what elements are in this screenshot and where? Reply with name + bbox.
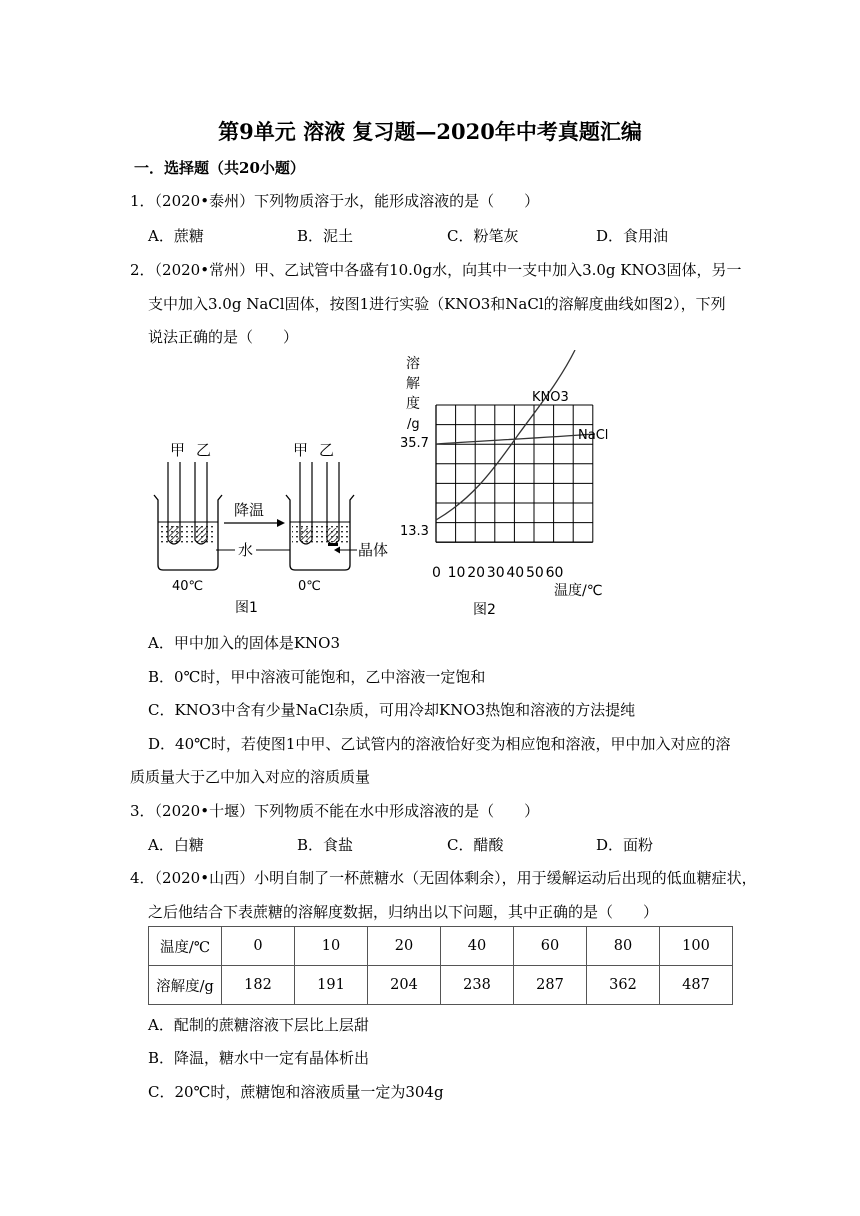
kno3-label: KNO3 [532,390,569,405]
table-cell: 80 [587,927,660,966]
x-axis-label: 温度/℃ [554,583,603,599]
table-cell: 238 [441,966,514,1005]
x-tick-label: 60 [545,565,564,581]
tube-label-jia-right: 甲 [293,441,309,459]
table-cell: 60 [514,927,587,966]
question-4-option-b: B．降温，糖水中一定有晶体析出 [148,1049,370,1067]
question-3-option-b: B．食盐 [297,836,354,854]
question-2-stem-line-1: 2．（2020•常州）甲、乙试管中各盛有10.0g水，向其中一支中加入3.0g KNO3固体，另一 [130,261,742,279]
tube-jia-right-solution [301,528,311,542]
arrow-head [277,519,285,527]
table-cell: 487 [660,966,733,1005]
question-1-stem: 1．（2020•泰州）下列物质溶于水，能形成溶液的是（ ） [130,192,540,210]
table-cell: 287 [514,966,587,1005]
tube-yi-right-solution [328,528,338,542]
question-1-option-b: B．泥土 [297,227,354,245]
table-cell: 溶解度/g [149,966,222,1005]
question-4-stem-line-1: 4．（2020•山西）小明自制了一杯蔗糖水（无固体剩余），用于缓解运动后出现的低血糖症状， [130,869,757,887]
crystal-deposit [328,543,338,546]
tube-label-yi-right: 乙 [319,441,335,459]
question-2-option-a: A．甲中加入的固体是KNO3 [148,634,341,652]
question-2-option-b: B．0℃时，甲中溶液可能饱和，乙中溶液一定饱和 [148,668,486,686]
x-tick-label: 50 [526,565,544,581]
figure-2-caption: 图2 [473,602,496,618]
table-row-solubility [149,966,733,1005]
figure-1 [154,441,388,616]
table-cell: 362 [587,966,660,1005]
table-row-temperature [149,927,733,966]
section-heading: 一．选择题（共20小题） [134,159,305,177]
tube-label-jia-left: 甲 [170,441,186,459]
table-cell: 191 [295,966,368,1005]
question-2-stem-line-2: 支中加入3.0g NaCl固体，按图1进行实验（KNO3和NaCl的溶解度曲线如图2），下列 [148,295,726,313]
x-tick-label: 30 [486,565,505,581]
arrow-label: 降温 [234,501,265,519]
y-axis-char-3: 度 [406,396,420,412]
figure-1-caption: 图1 [235,600,258,616]
y-axis-char-4: /g [407,417,420,432]
chart-grid [436,405,593,542]
tube-jia-left-solution [169,526,179,542]
table-cell: 20 [368,927,441,966]
question-3-option-a: A．白糖 [148,836,204,854]
y-tick-13-3: 13.3 [400,524,429,539]
tube-label-yi-left: 乙 [196,441,212,459]
temp-right: 0℃ [298,579,321,594]
question-4-stem-line-2: 之后他结合下表蔗糖的溶解度数据，归纳出以下问题，其中正确的是（ ） [148,903,659,921]
x-ticks [432,565,563,581]
kno3-curve [436,350,575,520]
x-tick-label: 10 [447,565,466,581]
table-cell: 40 [441,927,514,966]
x-tick-label: 0 [432,565,441,581]
x-tick-label: 40 [506,565,525,581]
table-cell: 10 [295,927,368,966]
question-3-option-c: C．醋酸 [447,836,504,854]
table-cell: 182 [222,966,295,1005]
crystal-label: 晶体 [358,541,389,559]
y-tick-35-7: 35.7 [400,436,429,451]
question-2-figures [140,350,640,620]
question-2-stem-line-3: 说法正确的是（ ） [148,328,299,346]
solubility-table [148,926,733,1005]
table-cell: 100 [660,927,733,966]
question-1-option-a: A．蔗糖 [148,227,204,245]
page-title: 第9单元 溶液 复习题—2020年中考真题汇编 [218,119,642,144]
figure-2 [400,350,608,618]
y-axis-char-1: 溶 [406,356,420,372]
question-2-option-d-line-1: D．40℃时，若使图1中甲、乙试管内的溶液恰好变为相应饱和溶液，甲中加入对应的溶 [148,735,731,753]
question-2-option-c: C．KNO3中含有少量NaCl杂质，可用冷却KNO3热饱和溶液的方法提纯 [148,701,636,719]
crystal-pointer-head [334,547,340,554]
question-2-option-d-line-2: 质质量大于乙中加入对应的溶质质量 [130,768,371,786]
question-4-option-c: C．20℃时，蔗糖饱和溶液质量一定为304g [148,1083,444,1101]
question-3-stem: 3．（2020•十堰）下列物质不能在水中形成溶液的是（ ） [130,802,540,820]
question-1-option-c: C．粉笔灰 [447,227,519,245]
y-axis-char-2: 解 [406,376,420,392]
tube-yi-left-solution [196,526,206,542]
x-tick-label: 20 [467,565,486,581]
table-cell: 温度/℃ [149,927,222,966]
table-cell: 0 [222,927,295,966]
water-label: 水 [238,541,254,559]
nacl-curve [436,434,595,444]
question-4-option-a: A．配制的蔗糖溶液下层比上层甜 [148,1016,369,1034]
table-cell: 204 [368,966,441,1005]
question-3-option-d: D．面粉 [596,836,654,854]
temp-left: 40℃ [172,579,204,594]
question-1-option-d: D．食用油 [596,227,669,245]
nacl-label: NaCl [578,428,609,443]
